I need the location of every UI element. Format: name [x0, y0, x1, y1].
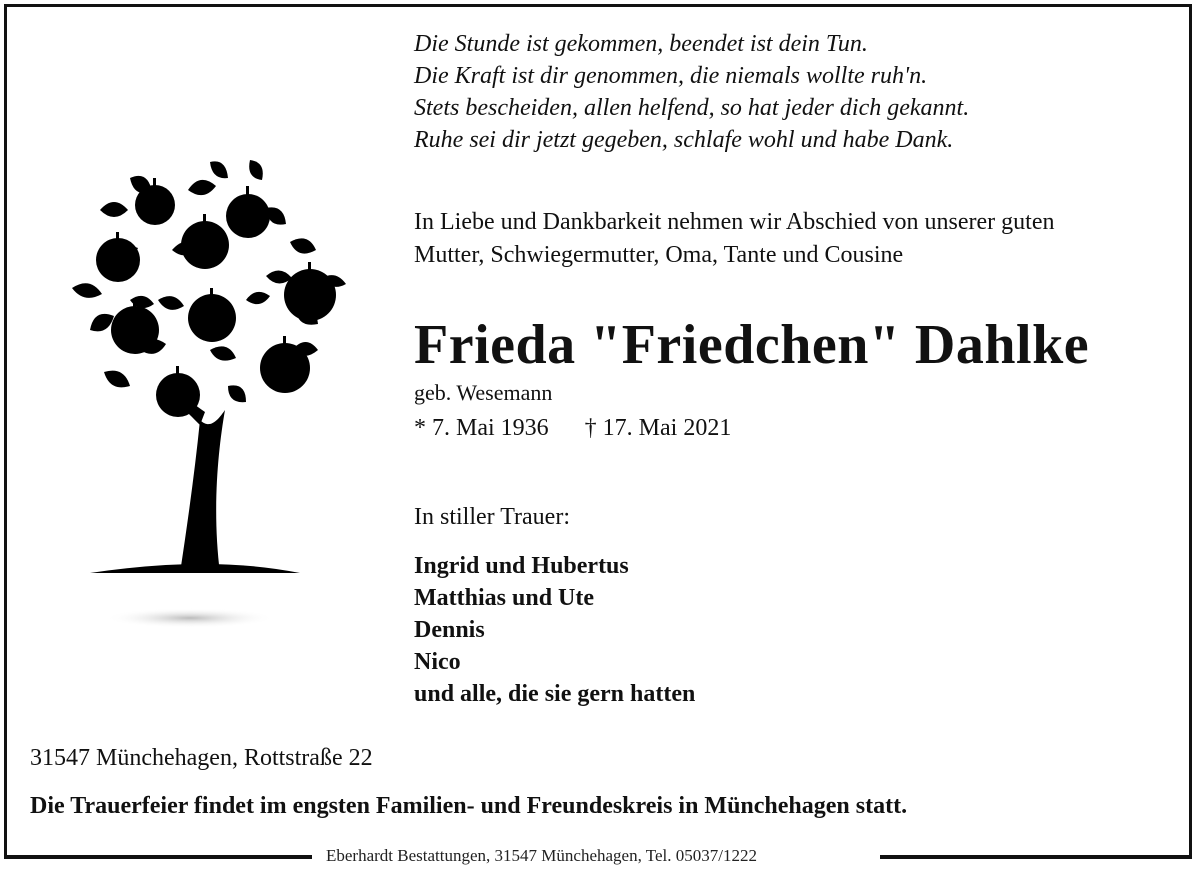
poem-line: Stets bescheiden, allen helfend, so hat jeder dich gekannt.: [414, 95, 970, 121]
apple-tree-icon: [60, 150, 360, 640]
mourner-item: Ingrid und Hubertus: [414, 553, 629, 579]
life-dates: [414, 415, 731, 442]
poem-line: Die Stunde ist gekommen, beendet ist dein Tun.: [414, 31, 868, 57]
mourner-item: Matthias und Ute: [414, 585, 595, 611]
birth-date: * 7. Mai 1936: [414, 415, 549, 441]
death-date: † 17. Mai 2021: [584, 415, 732, 441]
footer-rule-left: [4, 855, 312, 859]
mourner-item: und alle, die sie gern hatten: [414, 681, 696, 707]
mourner-item: Dennis: [414, 617, 485, 643]
mourners-list: [414, 550, 695, 710]
maiden-name: geb. Wesemann: [414, 380, 553, 405]
family-address: 31547 Münchehagen, Rottstraße 22: [30, 745, 373, 771]
poem-line: Die Kraft ist dir genommen, die niemals wollte ruh'n.: [414, 63, 928, 89]
ceremony-notice: Die Trauerfeier findet im engsten Familien- und Freundeskreis in Münchehagen statt.: [30, 793, 908, 819]
funeral-home-info: Eberhardt Bestattungen, 31547 Münchehagen, Tel. 05037/1222: [326, 846, 757, 865]
intro-line: Mutter, Schwiegermutter, Oma, Tante und Cousine: [414, 242, 904, 268]
poem-line: Ruhe sei dir jetzt gegeben, schlafe wohl und habe Dank.: [414, 127, 954, 153]
farewell-intro: [414, 206, 1054, 272]
mourner-item: Nico: [414, 649, 461, 675]
intro-line: In Liebe und Dankbarkeit nehmen wir Abschied von unserer guten: [414, 209, 1055, 235]
poem-verse: [414, 28, 969, 156]
mourning-label: In stiller Trauer:: [414, 504, 570, 530]
footer-rule-right: [880, 855, 1192, 859]
deceased-name: Frieda "Friedchen" Dahlke: [414, 314, 1090, 376]
